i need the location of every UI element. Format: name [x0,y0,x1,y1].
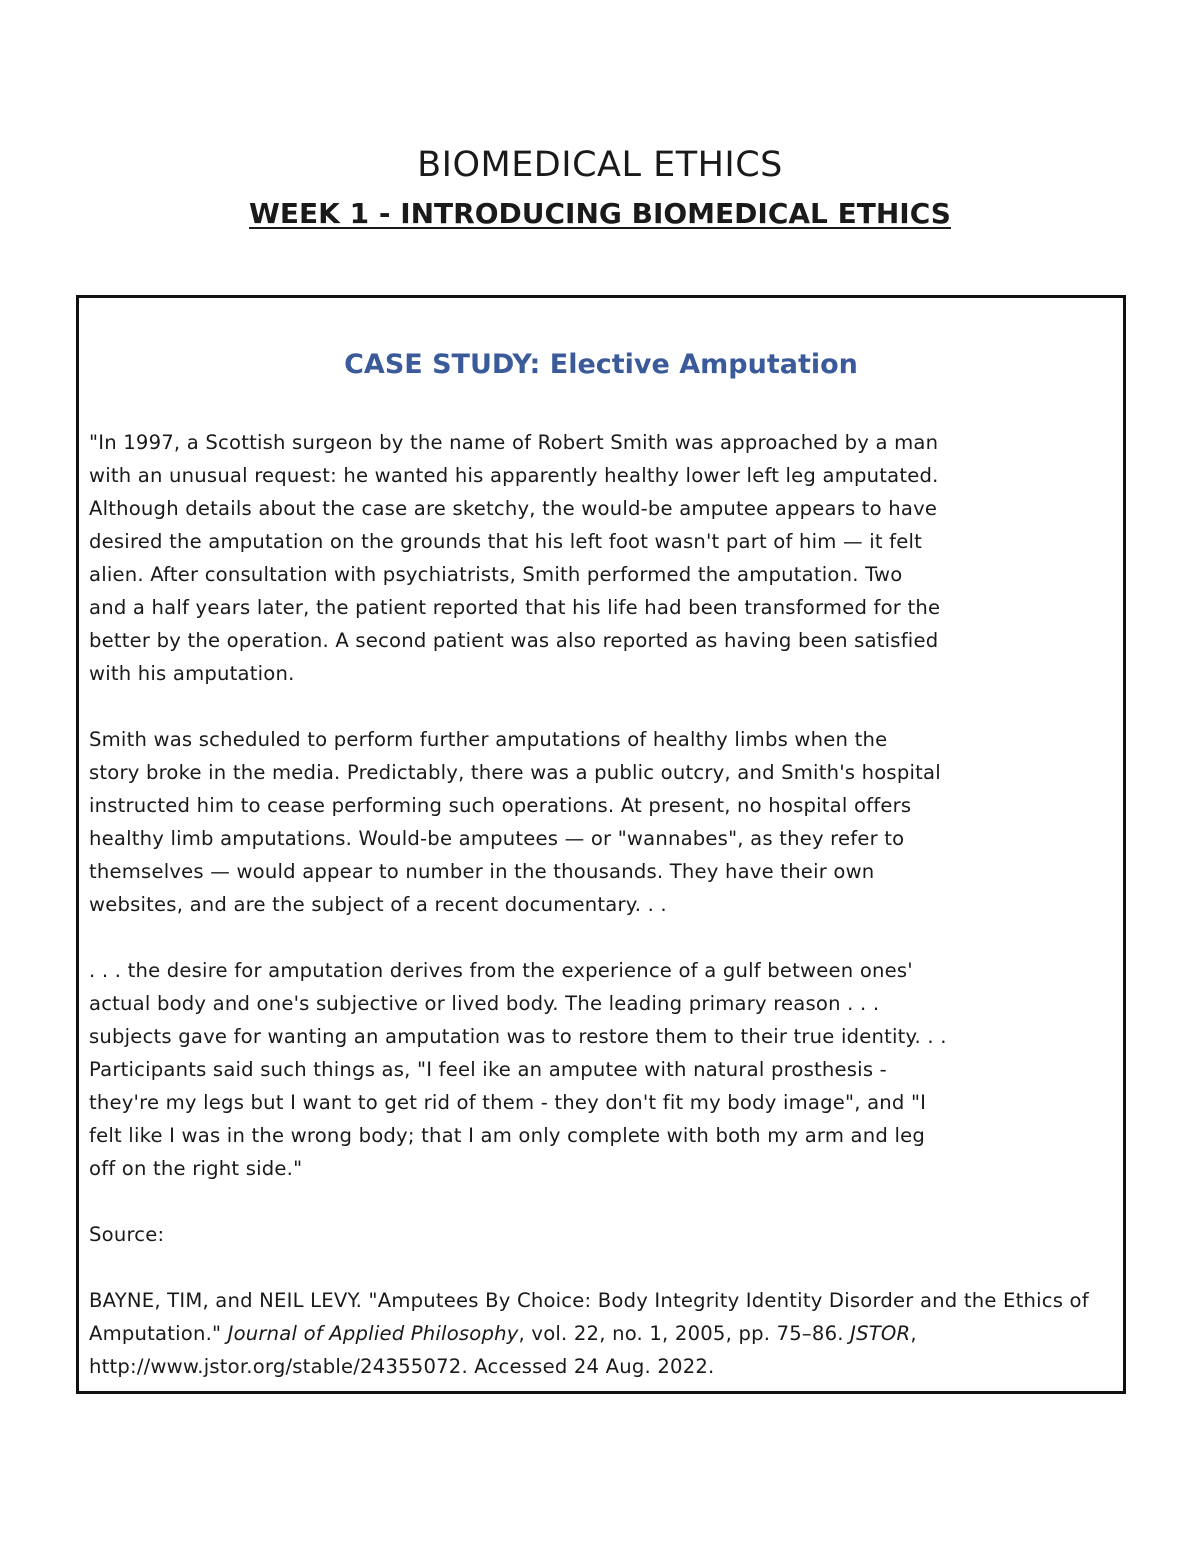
citation-archive: JSTOR [850,1322,911,1345]
citation-journal: Journal of Applied Philosophy [227,1322,519,1345]
case-paragraph-2: Smith was scheduled to perform further amputations of healthy limbs when the story broke in the media. Predictably, there was a public outcry, and Smith's hospital instructed him to cease performing such operations. At present, no hospital offers healthy limb amputations. Would-be amputees — or "wannabes", as they refer to themselves — would appear to number in the thousands. They have their own websites, and are the subject of a recent documentary. . . [89,728,941,916]
source-label: Source: [89,1223,165,1246]
case-study-box [76,295,1126,1394]
citation-url-accessed: , http://www.jstor.org/stable/24355072. Accessed 24 Aug. 2022. [89,1322,917,1378]
document-subtitle: WEEK 1 - INTRODUCING BIOMEDICAL ETHICS [249,197,951,230]
case-paragraph-1: "In 1997, a Scottish surgeon by the name of Robert Smith was approached by a man with an unusual request: he wanted his apparently healthy lower left leg amputated. Although details about the case are sketchy, the would-be amputee appears to have desired the amputation on the grounds that his left foot wasn't part of him — it felt alien. After consultation with psychiatrists, Smith performed the amputation. Two and a half years later, the patient reported that his life had been transformed for the better by the operation. A second patient was also reported as having been satisfied with his amputation. [89,431,941,685]
source-section [89,1218,1117,1383]
case-study-body [89,426,1117,1416]
case-paragraph-3: . . . the desire for amputation derives from the experience of a gulf between ones' actual body and one's subjective or lived body. The leading primary reason . . . subjects gave for wanting an amputation was to restore them to their true identity. . . Participants said such things as, "I feel ike an amputee with natural prosthesis - they're my legs but I want to get rid of them - they don't fit my body image", and "I felt like I was in the wrong body; that I am only complete with both my arm and leg off on the right side." [89,959,947,1180]
citation-volume: , vol. 22, no. 1, 2005, pp. 75–86. [518,1322,851,1345]
document-title: BIOMEDICAL ETHICS [417,145,783,185]
case-study-heading: CASE STUDY: Elective Amputation [344,349,858,380]
source-citation [89,1284,1117,1383]
citation-authors-title: BAYNE, TIM, and NEIL LEVY. "Amputees By Choice: Body Integrity Identity Disorder and the Ethics of Amputation." [89,1289,1089,1345]
